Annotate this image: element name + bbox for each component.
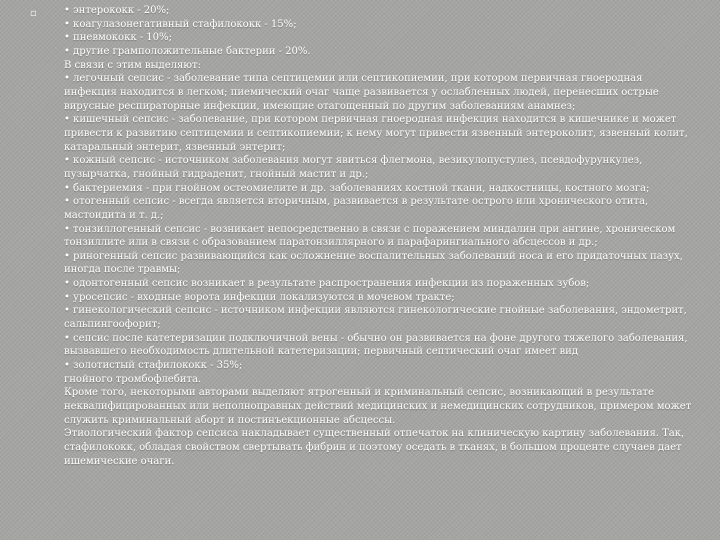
text-paragraph: гнойного тромбофлебита. (64, 373, 202, 385)
slide-bullet-icon: ▫ (30, 8, 37, 19)
text-paragraph: • бактериемия - при гнойном остеомиелите и др. заболеваниях костной ткани, надкостницы, костного мозга; (64, 182, 650, 194)
text-paragraph: • кишечный сепсис - заболевание, при котором первичная гноеродная инфекция находится в кишечнике и может привести к развитию септицемии и септикопиемии; к нему могут привести язвенный энтероколит, язвенный колит, катаральный энтерит, язвенный энтерит; (64, 114, 688, 153)
text-paragraph: • другие грамположительные бактерии - 20%. (64, 45, 311, 57)
text-paragraph: • энтерококк - 20%; (64, 5, 170, 16)
text-paragraph: • гинекологический сепсис - источником инфекции являются гинекологические гнойные заболевания, эндометрит, сальпингоофорит; (64, 305, 687, 331)
text-paragraph: • сепсис после катетеризации подключичной вены - обычно он развивается на фоне другого тяжелого заболевания, вызвавшего необходимость длительной катетеризации; первичный септический очаг имеет вид (64, 332, 688, 358)
text-paragraph: • отогенный сепсис - всегда является вторичным, развивается в результате острого или хронического отита, мастоидита и т. д.; (64, 196, 649, 221)
text-paragraph: • золотистый стафилококк - 35%; (64, 360, 243, 372)
text-paragraph: • тонзиллогенный сепсис - возникает непосредственно в связи с поражением миндалин при ангине, хроническом тонзиллите или в связи с образованием паратонзиллярного и парафарингиального абсцессов и др.; (64, 223, 676, 249)
text-paragraph: • риногенный сепсис развивающийся как осложнение воспалительных заболеваний носа и его придаточных пазух, иногда после травмы; (64, 250, 683, 276)
text-paragraph: Кроме того, некоторыми авторами выделяют ятрогенный и криминальный сепсис, возникающий в результате неквалифицированных или неполноправных действий медицинских и немедицинских сотрудников, примером может служить криминальный аборт и постинъекционные абсцессы. (64, 387, 692, 426)
text-paragraph: В связи с этим выделяют: (64, 59, 201, 71)
text-paragraph: • коагулазонегативный стафилококк - 15%; (64, 18, 297, 30)
text-paragraph: • кожный сепсис - источником заболевания могут явиться флегмона, везикулопустулез, псевдофурункулез, пузырчатка, гнойный гидраденит, гнойный мастит и др.; (64, 155, 643, 180)
text-paragraph: • легочный сепсис - заболевание типа септицемии или септикопиемии, при котором первичная гноеродная инфекция находится в легком; пиемический очаг чаще развивается у ослабленных людей, перенесших острые вирусные респираторные инфекции, имеющие отагощенный по другим заболеваниям анамнез; (64, 73, 659, 112)
slide-text-block (64, 4, 694, 468)
text-paragraph: • уросепсис - входные ворота инфекции локализуются в мочевом тракте; (64, 291, 455, 303)
text-paragraph: • пневмококк - 10%; (64, 32, 172, 44)
text-paragraph: Этиологический фактор сепсиса накладывает существенный отпечаток на клиническую картину заболевания. Так, стафилококк, обладая свойством свертывать фибрин и поэтому оседать в тканях, в большом проценте случаев дает ишемические очаги. (64, 428, 685, 467)
text-paragraph: • одонтогенный сепсис возникает в результате распространения инфекции из пораженных зубов; (64, 278, 590, 290)
